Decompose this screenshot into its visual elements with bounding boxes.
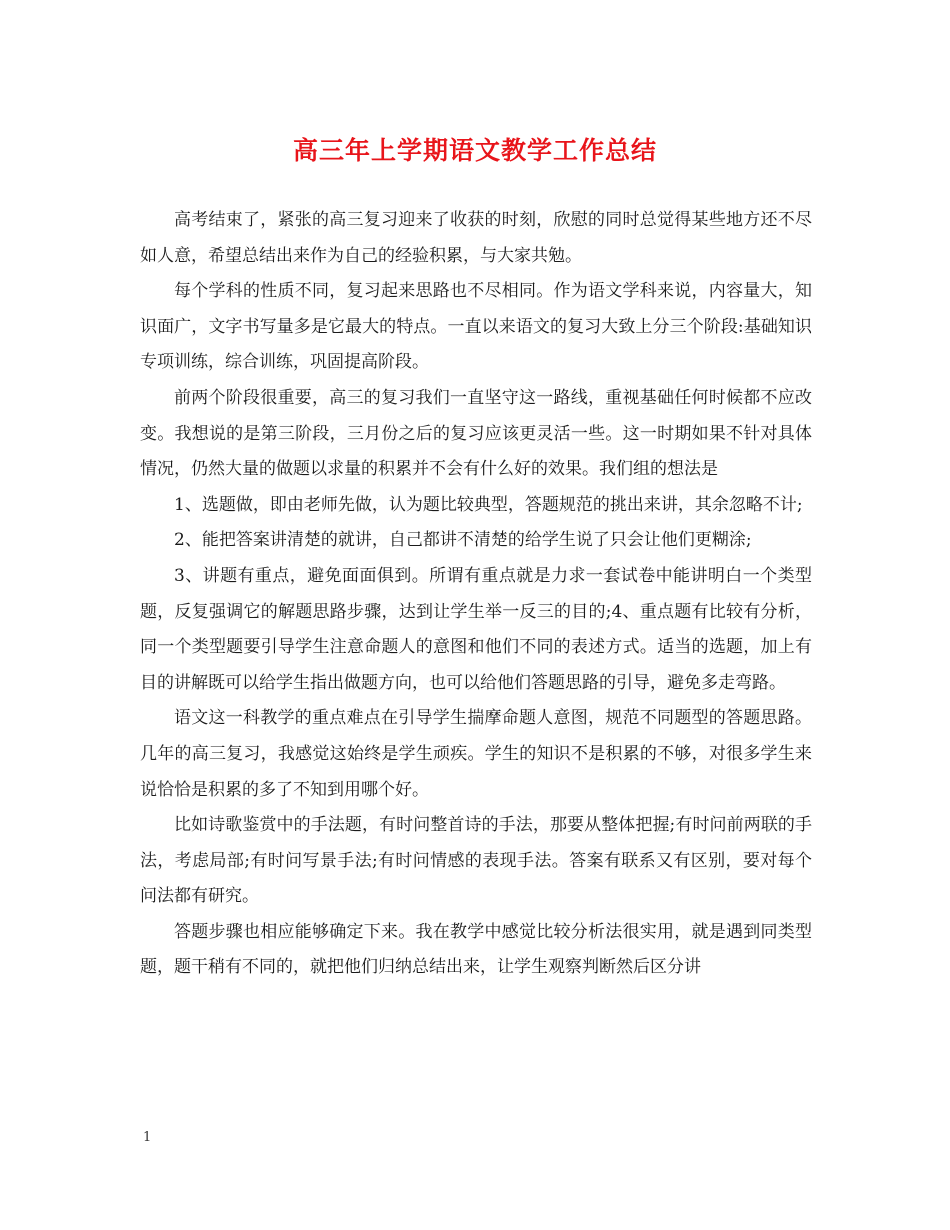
paragraph: 3、讲题有重点，避免面面俱到。所谓有重点就是力求一套试卷中能讲明白一个类型题，反复强调它的解题思路步骤，达到让学生举一反三的目的;4、重点题有比较有分析，同一个类型题要引导学生注意命题人的意图和他们不同的表述方式。适当的选题，加上有目的讲解既可以给学生指出做题方向，也可以给他们答题思路的引导，避免多走弯路。 (140, 565, 812, 693)
paragraph: 前两个阶段很重要，高三的复习我们一直坚守这一路线，重视基础任何时候都不应改变。我想说的是第三阶段，三月份之后的复习应该更灵活一些。这一时期如果不针对具体情况，仍然大量的做题以求量的积累并不会有什么好的效果。我们组的想法是 (140, 387, 812, 480)
page-number: 1 (143, 1130, 152, 1145)
paragraph: 答题步骤也相应能够确定下来。我在教学中感觉比较分析法很实用，就是遇到同类型题，题干稍有不同的，就把他们归纳总结出来，让学生观察判断然后区分讲 (140, 921, 812, 978)
paragraph: 比如诗歌鉴赏中的手法题，有时问整首诗的手法，那要从整体把握;有时问前两联的手法，考虑局部;有时问写景手法;有时问情感的表现手法。答案有联系又有区别，要对每个问法都有研究。 (140, 815, 812, 907)
paragraph: 语文这一科教学的重点难点在引导学生揣摩命题人意图，规范不同题型的答题思路。几年的高三复习，我感觉这始终是学生顽疾。学生的知识不是积累的不够，对很多学生来说恰恰是积累的多了不知到用哪个好。 (140, 708, 812, 800)
paragraph: 2、能把答案讲清楚的就讲，自己都讲不清楚的给学生说了只会让他们更糊涂; (174, 530, 752, 551)
paragraph: 每个学科的性质不同，复习起来思路也不尽相同。作为语文学科来说，内容量大，知识面广，文字书写量多是它最大的特点。一直以来语文的复习大致上分三个阶段:基础知识专项训练，综合训练，巩固提高阶段。 (140, 281, 812, 373)
paragraph: 1、选题做，即由老师先做，认为题比较典型，答题规范的挑出来讲，其余忽略不计; (174, 494, 803, 515)
paragraph: 高考结束了，紧张的高三复习迎来了收获的时刻，欣慰的同时总觉得某些地方还不尽如人意，希望总结出来作为自己的经验积累，与大家共勉。 (140, 210, 812, 266)
document-title: 高三年上学期语文教学工作总结 (292, 136, 657, 165)
document-body (140, 203, 812, 986)
